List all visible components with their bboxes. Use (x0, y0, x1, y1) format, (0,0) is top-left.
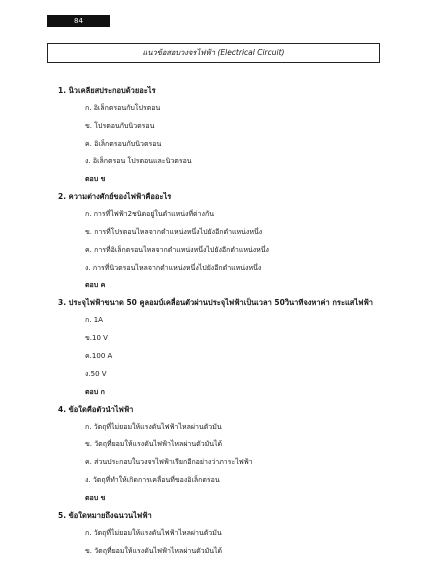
answer-option: ข.10 V (85, 334, 108, 343)
answer-option: ง. การที่นิวตรอนไหลจากตำแหน่งหนึ่งไปยังอีกตำแหน่งหนึ่ง (85, 263, 262, 272)
question-heading: 1. นิวเคลียสประกอบด้วยอะไร (58, 86, 156, 95)
answer-key: ตอบ ข (85, 493, 106, 502)
answer-option: ค. อิเล็กตรอนกับนิวตรอน (85, 139, 162, 148)
page-title: แนวข้อสอบวงจรไฟฟ้า (Electrical Circuit) (47, 43, 380, 63)
answer-option: ค. การที่อิเล็กตรอนไหลจากตำแหน่งหนึ่งไปยังอีกตำแหน่งหนึ่ง (85, 245, 269, 254)
answer-option: ง.50 V (85, 369, 107, 378)
question-heading: 4. ข้อใดคือตัวนำไฟฟ้า (58, 404, 134, 414)
answer-option: ง. วัตถุที่ทำให้เกิดการเคลื่อนที่ของอิเล็กตรอน (85, 475, 220, 484)
page-number-tab: 84 (47, 15, 110, 27)
question-block (58, 510, 388, 557)
question-heading: 2. ความต่างศักย์ของไฟฟ้าคืออะไร (58, 192, 172, 202)
question-block (58, 191, 388, 291)
answer-option: ก. วัตถุที่ไม่ยอมให้แรงดันไฟฟ้าไหลผ่านตัวมัน (85, 422, 222, 431)
answer-option: ก. การที่ไฟฟ้า2ชนิดอยู่ในตำแหน่งที่ต่างกัน (85, 210, 214, 219)
question-block (58, 404, 388, 504)
answer-option: ค. ส่วนประกอบในวงจรไฟฟ้าเรียกอีกอย่างว่าภาระไฟฟ้า (85, 458, 253, 467)
answer-key: ตอบ ค (85, 281, 106, 290)
question-list (58, 85, 388, 562)
answer-option: ข. การที่โปรตอนไหลจากตำแหน่งหนึ่งไปยังอีกตำแหน่งหนึ่ง (85, 227, 263, 236)
answer-option: ก. วัตถุที่ไม่ยอมให้แรงดันไฟฟ้าไหลผ่านตัวมัน (85, 528, 222, 537)
answer-option: ค.100 A (85, 351, 113, 360)
answer-key: ตอบ ข (85, 175, 106, 184)
question-heading: 5. ข้อใดหมายถึงฉนวนไฟฟ้า (58, 510, 152, 520)
answer-option: ข. วัตถุที่ยอมให้แรงดันไฟฟ้าไหลผ่านตัวมันได้ (85, 440, 223, 449)
answer-option: ก. 1A (85, 316, 103, 325)
answer-option: ข. โปรตอนกับนิวตรอน (85, 121, 155, 130)
answer-key: ตอบ ก (85, 387, 105, 396)
answer-option: ง. อิเล็กตรอน โปรตอนและนิวตรอน (85, 157, 192, 166)
question-heading: 3. ประจุไฟฟ้าขนาด 50 คูลอมบ์เคลื่อนตัวผ่านประจุไฟฟ้าเป็นเวลา 50วินาทีจงหาค่า กระแสไฟฟ้า (58, 298, 373, 308)
question-block (58, 85, 388, 185)
question-block (58, 297, 388, 397)
answer-option: ก. อิเล็กตรอนกับโปรตอน (85, 104, 161, 112)
answer-option: ข. วัตถุที่ยอมให้แรงดันไฟฟ้าไหลผ่านตัวมันได้ (85, 546, 223, 555)
